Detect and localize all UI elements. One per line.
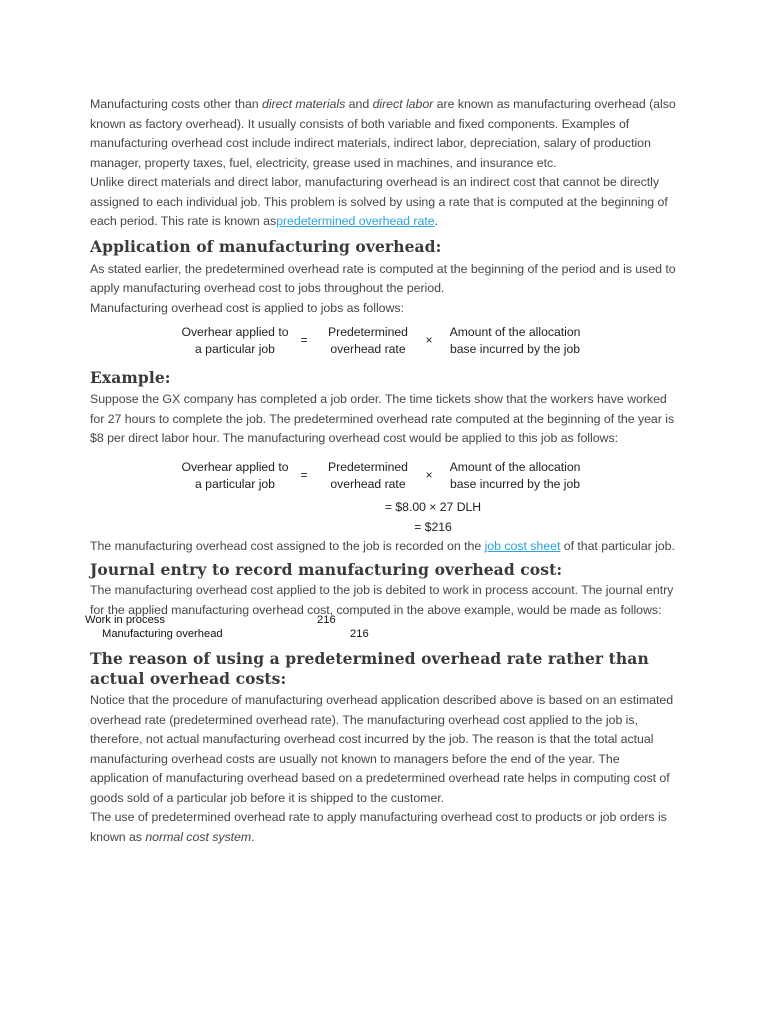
formula-right-term bbox=[444, 324, 586, 358]
formula-text: base incurred by the job bbox=[449, 342, 581, 356]
formula-middle-term bbox=[320, 324, 416, 358]
formula-text: Predetermined bbox=[328, 459, 408, 474]
formula-text: overhead rate bbox=[330, 342, 406, 356]
emphasis-normal-cost-system: normal cost system bbox=[145, 829, 252, 844]
text-span: Manufacturing costs other than bbox=[90, 97, 263, 111]
text-span: Unlike direct materials and direct labor, manufacturing overhead is an indirect cost that cannot be directly assigned to each individual job. This problem is solved by using a rate that is computed at the beginning of each period. This rate is known as bbox=[90, 175, 668, 228]
equals-sign: = bbox=[300, 467, 308, 482]
text-span: of that particular job. bbox=[560, 538, 675, 553]
text-span: The manufacturing overhead cost assigned to the job is recorded on the bbox=[90, 538, 485, 553]
multiply-sign: × bbox=[425, 467, 433, 482]
intro-paragraph-2 bbox=[90, 173, 680, 232]
formula-right-term bbox=[444, 459, 586, 493]
formula-middle-term bbox=[320, 459, 416, 493]
reason-paragraph-1: Notice that the procedure of manufacturing overhead application described above is based on an estimated overhead rate (predetermined overhead rate). The manufacturing overhead cost applied to the job is, therefore, not actual manufacturing overhead cost incurred by the job. The reason is that the total actual manufacturing overhead costs are usually not known to managers before the end of the year. The application of manufacturing overhead based on a predetermined overhead rate helps in computing cost of goods sold of a particular job before it is shipped to the customer. bbox=[90, 693, 674, 805]
calculation-line-2: = $216 bbox=[414, 519, 452, 534]
formula-text: Overhear applied to bbox=[181, 325, 289, 339]
application-paragraph-1: As stated earlier, the predetermined overhead rate is computed at the beginning of the period and is used to apply manufacturing overhead cost to jobs throughout the period. bbox=[90, 261, 676, 295]
formula-text: a particular job bbox=[195, 476, 275, 491]
job-cost-sheet-link[interactable]: job cost sheet bbox=[484, 538, 561, 553]
formula-text: Amount of the allocation bbox=[449, 459, 581, 474]
predetermined-overhead-rate-link[interactable]: predetermined overhead rate bbox=[276, 214, 435, 228]
application-paragraph-2: Manufacturing overhead cost is applied to jobs as follows: bbox=[90, 300, 404, 315]
reason-paragraph-2 bbox=[90, 808, 680, 847]
heading-example: Example: bbox=[90, 368, 171, 387]
intro-paragraph-1 bbox=[90, 95, 680, 173]
overhead-formula-2 bbox=[90, 457, 680, 497]
journal-entry bbox=[85, 614, 680, 650]
example-paragraph-2 bbox=[90, 537, 680, 557]
formula-left-term bbox=[180, 324, 290, 358]
emphasis-direct-labor: direct labor bbox=[372, 97, 434, 111]
calculation-line-1: = $8.00 × 27 DLH bbox=[384, 499, 482, 514]
heading-application: Application of manufacturing overhead: bbox=[90, 236, 442, 256]
journal-debit-account: Work in process bbox=[85, 614, 165, 626]
formula-text: Amount of the allocation bbox=[449, 325, 581, 339]
text-span: . bbox=[251, 829, 255, 844]
heading-journal-entry: Journal entry to record manufacturing overhead cost: bbox=[90, 560, 563, 579]
journal-paragraph: The manufacturing overhead cost applied to the job is debited to work in process account. The journal entry for the applied manufacturing overhead cost, computed in the above example, would be made as follows: bbox=[90, 583, 674, 617]
journal-credit-amount: 216 bbox=[350, 628, 369, 640]
text-span: . bbox=[434, 214, 438, 228]
example-paragraph-1: Suppose the GX company has completed a job order. The time tickets show that the workers have worked for 27 hours to complete the job. The predetermined overhead rate computed at the beginning of the year is $8 per direct labor hour. The manufacturing overhead cost would be applied to this job as follows: bbox=[90, 392, 675, 445]
text-span: and bbox=[345, 97, 373, 111]
heading-reason: The reason of using a predetermined overhead rate rather than actual overhead costs: bbox=[90, 649, 649, 688]
multiply-sign: × bbox=[425, 333, 433, 347]
overhead-formula-1 bbox=[90, 322, 680, 366]
formula-text: Predetermined bbox=[328, 325, 408, 339]
emphasis-direct-materials: direct materials bbox=[262, 97, 346, 111]
journal-credit-account: Manufacturing overhead bbox=[102, 628, 223, 640]
journal-debit-amount: 216 bbox=[317, 614, 336, 626]
formula-left-term bbox=[180, 459, 290, 493]
formula-text: base incurred by the job bbox=[449, 476, 581, 491]
formula-text: Overhear applied to bbox=[181, 459, 289, 474]
text-span: The use of predetermined overhead rate to apply manufacturing overhead cost to products or job orders is known as bbox=[90, 810, 667, 844]
text-span: are known as manufacturing overhead (also known as factory overhead). It usually consists of both variable and fixed components. Examples of manufacturing overhead cost include indirect materials, indirect labor, depreciation, salary of production manager, property taxes, fuel, electricity, grease used in machines, and insurance etc. bbox=[90, 97, 676, 170]
formula-text: a particular job bbox=[195, 342, 275, 356]
equals-sign: = bbox=[300, 333, 308, 347]
formula-text: overhead rate bbox=[330, 476, 406, 491]
document-body bbox=[85, 95, 680, 847]
